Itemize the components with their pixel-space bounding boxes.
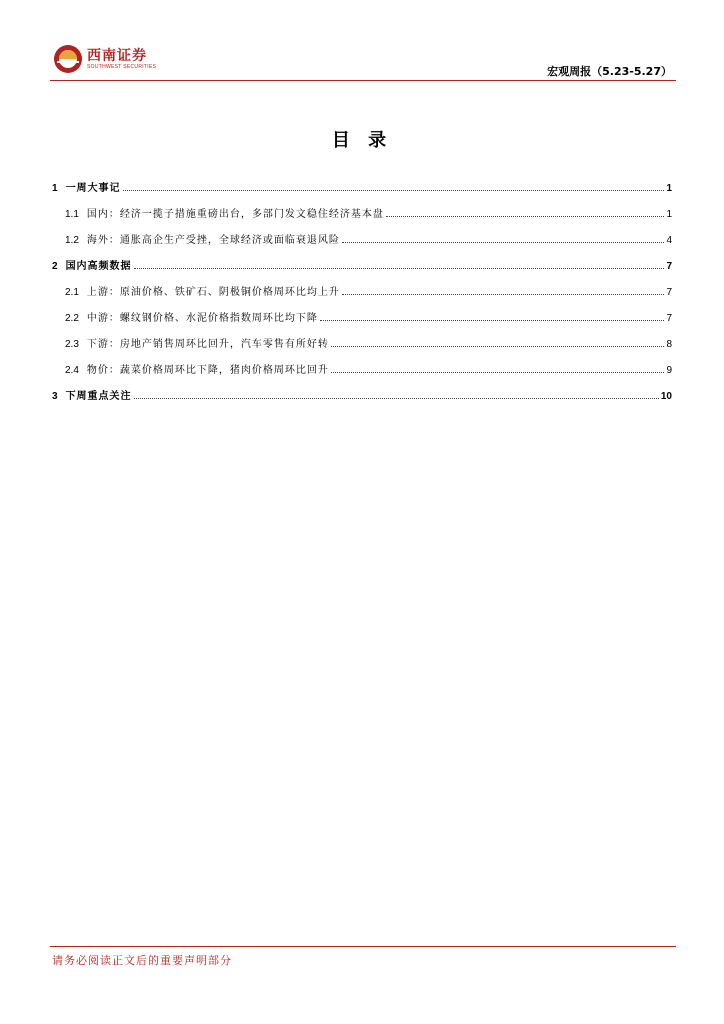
toc-entry-2-4[interactable]	[52, 350, 672, 376]
toc-entry-number: 3	[52, 391, 58, 402]
toc-entry-page: 7	[666, 261, 672, 272]
toc-entry-page: 8	[666, 339, 672, 350]
toc-entry-number: 2.3	[65, 339, 79, 350]
toc-entry-number: 2.2	[65, 313, 79, 324]
toc-entry-label: 一周大事记	[65, 183, 121, 194]
disclaimer-note: 请务必阅读正文后的重要声明部分	[52, 954, 232, 967]
toc-entry-label: 物价：蔬菜价格周环比下降，猪肉价格周环比回升	[86, 365, 329, 376]
toc-leader-dots	[134, 398, 659, 399]
toc-entry-3[interactable]	[52, 376, 672, 402]
footer-divider	[50, 946, 676, 947]
toc-leader-dots	[320, 320, 665, 321]
toc-entry-1-1[interactable]	[52, 194, 672, 220]
company-logo	[53, 42, 156, 76]
report-title: 宏观周报（5.23-5.27）	[547, 65, 672, 78]
toc-entry-page: 1	[666, 183, 672, 194]
toc-leader-dots	[386, 216, 665, 217]
toc-entry-label: 国内高频数据	[65, 261, 132, 272]
toc-entry-label: 上游：原油价格、铁矿石、阴极铜价格周环比均上升	[86, 287, 340, 298]
logo-emblem-icon	[53, 44, 83, 74]
toc-entry-number: 2.4	[65, 365, 79, 376]
toc-entry-1[interactable]	[52, 168, 672, 194]
toc-entry-1-2[interactable]	[52, 220, 672, 246]
toc-entry-label: 海外：通胀高企生产受挫，全球经济或面临衰退风险	[86, 235, 340, 246]
toc-entry-2-3[interactable]	[52, 324, 672, 350]
toc-leader-dots	[331, 346, 665, 347]
toc-entry-2[interactable]	[52, 246, 672, 272]
toc-entry-number: 1	[52, 183, 58, 194]
toc-leader-dots	[123, 190, 665, 191]
toc-entry-number: 2.1	[65, 287, 79, 298]
toc-leader-dots	[331, 372, 665, 373]
toc-entry-2-1[interactable]	[52, 272, 672, 298]
toc-title: 目 录	[331, 130, 393, 151]
toc-entry-label: 下周重点关注	[65, 391, 132, 402]
toc-entry-page: 1	[666, 209, 672, 220]
toc-entry-label: 中游：螺纹钢价格、水泥价格指数周环比均下降	[86, 313, 318, 324]
toc-entry-2-2[interactable]	[52, 298, 672, 324]
logo-english-name: SOUTHWEST SECURITIES	[87, 63, 157, 70]
toc-entry-number: 1.2	[65, 235, 79, 246]
toc-leader-dots	[134, 268, 665, 269]
toc-entry-page: 10	[660, 391, 672, 402]
toc-entry-label: 国内：经济一揽子措施重磅出台，多部门发文稳住经济基本盘	[86, 209, 384, 220]
logo-chinese-name: 西南证券	[87, 47, 147, 64]
toc-entry-label: 下游：房地产销售周环比回升，汽车零售有所好转	[86, 339, 329, 350]
toc-entry-number: 1.1	[65, 209, 79, 220]
toc-entry-page: 7	[666, 313, 672, 324]
toc-entry-page: 7	[666, 287, 672, 298]
toc-entry-page: 9	[666, 365, 672, 376]
header-divider	[50, 80, 676, 81]
toc-entry-page: 4	[666, 235, 672, 246]
logo-text	[87, 48, 156, 71]
toc-leader-dots	[342, 242, 665, 243]
table-of-contents	[52, 168, 672, 402]
toc-entry-number: 2	[52, 261, 58, 272]
toc-leader-dots	[342, 294, 665, 295]
